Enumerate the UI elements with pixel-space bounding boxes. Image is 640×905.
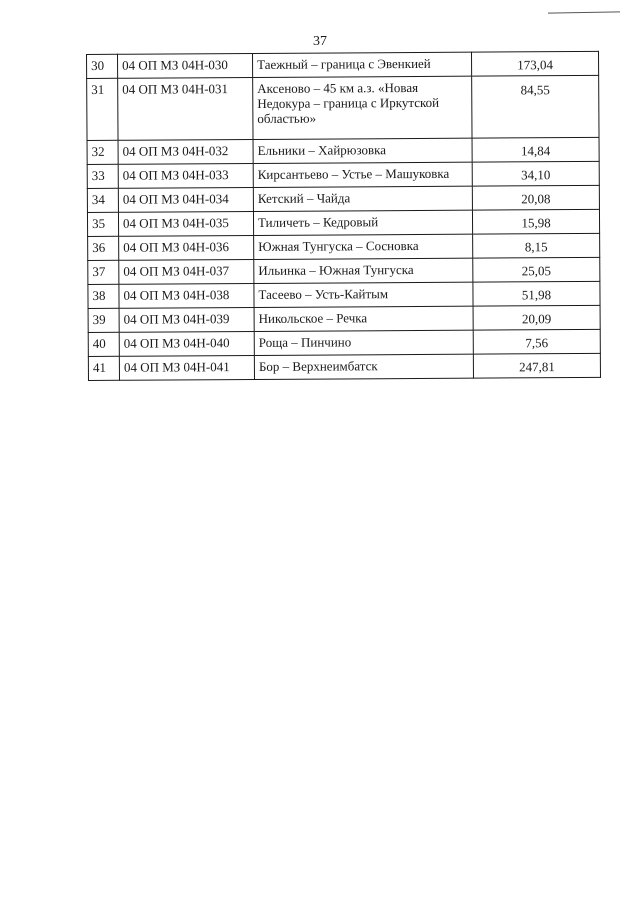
road-name-cell: Ильинка – Южная Тунгуска [254, 258, 473, 283]
road-code-cell: 04 ОП МЗ 04Н-039 [119, 307, 254, 332]
road-length-cell: 247,81 [473, 353, 600, 378]
table-row [88, 257, 600, 284]
road-length-cell: 20,09 [473, 305, 600, 330]
road-name-cell: Южная Тунгуска – Сосновка [254, 234, 473, 259]
scan-artifact-line [548, 11, 620, 13]
table-row [88, 281, 600, 308]
row-number-cell: 32 [87, 140, 118, 164]
road-name-cell: Кирсантьево – Устье – Машуковка [253, 162, 472, 187]
page-number: 37 [313, 34, 327, 49]
road-length-cell: 25,05 [473, 257, 600, 282]
road-code-cell: 04 ОП МЗ 04Н-037 [119, 259, 254, 284]
road-name-cell: Бор – Верхнеимбатск [254, 354, 473, 379]
road-name-cell: Ельники – Хайрюзовка [253, 138, 472, 163]
road-code-cell: 04 ОП МЗ 04Н-033 [118, 163, 253, 188]
row-number-cell: 38 [88, 284, 119, 308]
road-length-cell: 15,98 [472, 209, 599, 234]
road-code-cell: 04 ОП МЗ 04Н-032 [118, 139, 253, 164]
road-length-cell: 173,04 [471, 51, 598, 76]
roads-table-body [87, 51, 601, 380]
table-row [88, 353, 600, 380]
row-number-cell: 31 [87, 78, 118, 140]
row-number-cell: 35 [87, 212, 118, 236]
road-code-cell: 04 ОП МЗ 04Н-040 [119, 331, 254, 356]
road-name-cell: Никольское – Речка [254, 306, 473, 331]
row-number-cell: 33 [87, 164, 118, 188]
road-length-cell: 84,55 [472, 75, 599, 138]
road-name-cell: Аксеново – 45 км а.з. «Новая Недокура – граница с Иркутской областью» [253, 76, 472, 139]
table-row [88, 233, 600, 260]
row-number-cell: 37 [88, 260, 119, 284]
road-code-cell: 04 ОП МЗ 04Н-036 [119, 235, 254, 260]
table-row [87, 185, 599, 212]
road-code-cell: 04 ОП МЗ 04Н-038 [119, 283, 254, 308]
row-number-cell: 34 [87, 188, 118, 212]
table-row [87, 51, 599, 78]
table-row [88, 305, 600, 332]
road-code-cell: 04 ОП МЗ 04Н-034 [118, 187, 253, 212]
road-length-cell: 51,98 [473, 281, 600, 306]
road-name-cell: Кетский – Чайда [253, 186, 472, 211]
road-length-cell: 20,08 [472, 185, 599, 210]
roads-table [86, 51, 601, 381]
table-row [87, 209, 599, 236]
road-code-cell: 04 ОП МЗ 04Н-035 [118, 211, 253, 236]
table-row [87, 161, 599, 188]
road-length-cell: 8,15 [473, 233, 600, 258]
table-row [87, 137, 599, 164]
row-number-cell: 40 [88, 332, 119, 356]
road-length-cell: 34,10 [472, 161, 599, 186]
row-number-cell: 36 [88, 236, 119, 260]
row-number-cell: 41 [88, 356, 119, 380]
road-name-cell: Тиличеть – Кедровый [253, 210, 472, 235]
road-name-cell: Тасеево – Усть-Кайтым [254, 282, 473, 307]
road-name-cell: Таежный – граница с Эвенкией [252, 52, 471, 77]
road-code-cell: 04 ОП МЗ 04Н-031 [118, 77, 253, 140]
road-length-cell: 14,84 [472, 137, 599, 162]
row-number-cell: 39 [88, 308, 119, 332]
road-code-cell: 04 ОП МЗ 04Н-030 [118, 53, 253, 78]
road-name-cell: Роща – Пинчино [254, 330, 473, 355]
road-code-cell: 04 ОП МЗ 04Н-041 [119, 355, 254, 380]
row-number-cell: 30 [87, 54, 118, 78]
table-row [88, 329, 600, 356]
road-length-cell: 7,56 [473, 329, 600, 354]
table-row [87, 75, 599, 140]
